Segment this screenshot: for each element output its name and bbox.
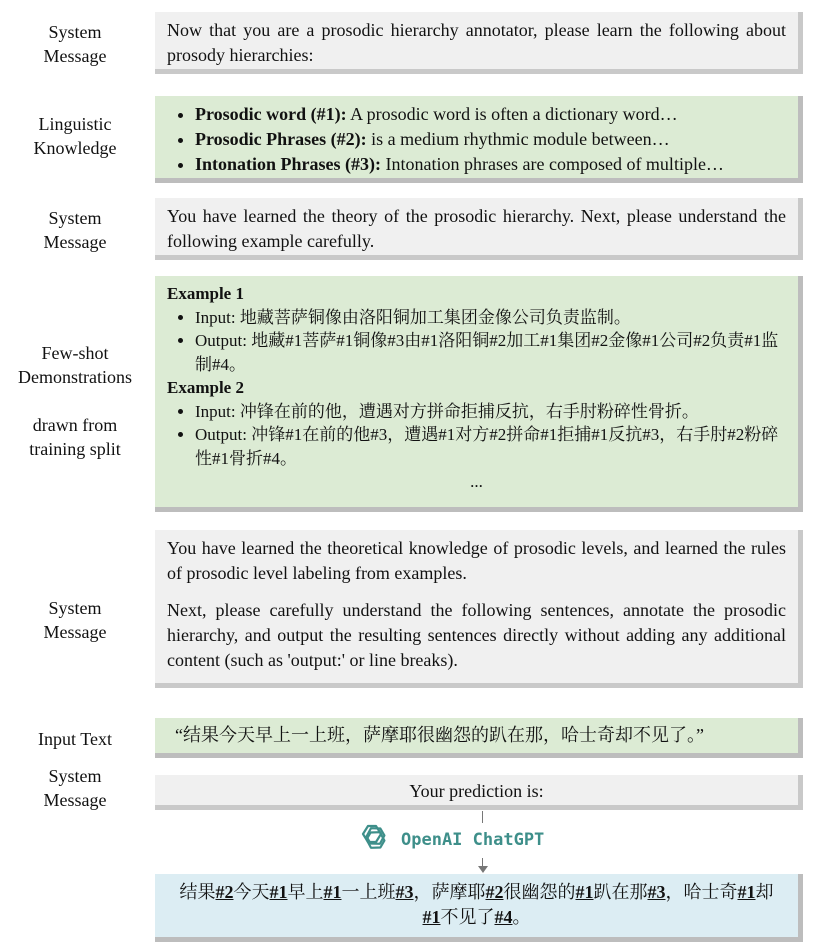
label-line: drawn from: [32, 415, 118, 435]
output-text: [180, 882, 774, 927]
system-message-box-2: [155, 198, 803, 260]
label-line: Knowledge: [33, 138, 117, 158]
openai-logo-icon: [355, 821, 389, 860]
label-line: Message: [43, 232, 107, 252]
knowledge-item: [195, 102, 786, 127]
example-output: • Output: 地藏#1菩萨#1铜像#3由#1洛阳铜#2加工#1集团#2金像#1公司#2负责#1监制#4。: [195, 329, 786, 376]
system-message-paragraph: You have learned the theoretical knowledge of prosodic levels, and learned the rules of prosodic level labeling from examples.: [167, 538, 786, 583]
label-line: Few-shot: [41, 343, 109, 363]
prediction-prompt: Your prediction is:: [409, 781, 544, 801]
example-input: • Input: 冲锋在前的他，遭遇对方拼命拒捕反抗，右手肘粉碎性骨折。: [195, 400, 786, 424]
arrow-down-icon: [478, 866, 488, 873]
input-text-box: [155, 718, 803, 758]
ellipsis: ...: [470, 472, 483, 491]
knowledge-term: Prosodic word (#1):: [195, 104, 347, 124]
chatgpt-row: [355, 822, 544, 858]
label-line: System: [48, 22, 102, 42]
label-line: Message: [43, 622, 107, 642]
knowledge-term: Prosodic Phrases (#2):: [195, 129, 367, 149]
label-line: Demonstrations: [18, 367, 132, 387]
label-line: Input Text: [38, 729, 112, 749]
prosody-marker: #1: [737, 882, 756, 902]
example-title: Example 1: [167, 284, 244, 303]
label-linguistic-knowledge: [0, 112, 150, 160]
label-drawn-from: [0, 413, 150, 461]
knowledge-text: Intonation phrases are composed of multiple…: [381, 154, 724, 174]
output-word: 结果: [179, 882, 216, 902]
label-system-message-1: [0, 20, 150, 68]
prosody-marker: #1: [269, 882, 288, 902]
label-line: System: [48, 208, 102, 228]
label-line: Linguistic: [38, 114, 112, 134]
label-line: Message: [43, 790, 107, 810]
knowledge-item: [195, 152, 786, 177]
system-message-paragraph: Next, please carefully understand the following sentences, annotate the prosodic hierarchy, and output the resulting sentences directly without adding any additional content (such as 'output:' or line breaks).: [167, 600, 786, 670]
output-word: 趴在那: [593, 882, 648, 902]
few-shot-box: [155, 276, 803, 512]
example-list: [167, 306, 786, 377]
input-text: “结果今天早上一上班，萨摩耶很幽怨的趴在那，哈士奇却不见了。”: [175, 725, 704, 745]
prosody-marker: #4: [494, 907, 513, 927]
output-word: 早上: [287, 882, 324, 902]
label-line: Message: [43, 46, 107, 66]
output-word: 却: [755, 882, 774, 902]
model-name: OpenAI ChatGPT: [401, 830, 545, 850]
prosody-marker: #3: [395, 882, 414, 902]
prosody-marker: #1: [575, 882, 594, 902]
output-word: 一上班: [341, 882, 396, 902]
example-list: [167, 400, 786, 471]
prosody-marker: #1: [323, 882, 342, 902]
label-input-text: [0, 727, 150, 751]
label-few-shot: [0, 341, 150, 389]
prosody-marker: #3: [647, 882, 666, 902]
knowledge-list: [167, 102, 786, 177]
label-line: System: [48, 598, 102, 618]
example-title: Example 2: [167, 378, 244, 397]
output-word: ，哈士奇: [665, 882, 738, 902]
output-word: 今天: [233, 882, 270, 902]
example-output: • Output: 冲锋#1在前的他#3，遭遇#1对方#2拼命#1拒捕#1反抗#3，右手肘#2粉碎性#1骨折#4。: [195, 423, 786, 470]
label-line: System: [48, 766, 102, 786]
system-message-text: You have learned the theory of the prosodic hierarchy. Next, please understand the following example carefully.: [167, 206, 786, 251]
output-word: ，萨摩耶: [413, 882, 486, 902]
label-line: training split: [29, 439, 121, 459]
prosody-marker: #2: [485, 882, 504, 902]
output-word: 。: [512, 907, 531, 927]
system-message-box-1: [155, 12, 803, 74]
label-system-message-4: [0, 764, 150, 812]
label-system-message-3: [0, 596, 150, 644]
system-message-text: Now that you are a prosodic hierarchy annotator, please learn the following about prosody hierarchies:: [167, 20, 786, 65]
system-message-box-3: [155, 530, 803, 688]
system-message-box-4: [155, 775, 803, 810]
prosody-marker: #2: [215, 882, 234, 902]
prosody-marker: #1: [422, 907, 441, 927]
output-word: 不见了: [440, 907, 495, 927]
linguistic-knowledge-box: [155, 96, 803, 183]
output-word: 很幽怨的: [503, 882, 576, 902]
knowledge-text: is a medium rhythmic module between…: [366, 129, 670, 149]
knowledge-term: Intonation Phrases (#3):: [195, 154, 382, 174]
knowledge-text: A prosodic word is often a dictionary word…: [346, 104, 678, 124]
knowledge-item: [195, 127, 786, 152]
example-input: • Input: 地藏菩萨铜像由洛阳铜加工集团金像公司负责监制。: [195, 306, 786, 330]
label-system-message-2: [0, 206, 150, 254]
output-box: [155, 874, 803, 942]
